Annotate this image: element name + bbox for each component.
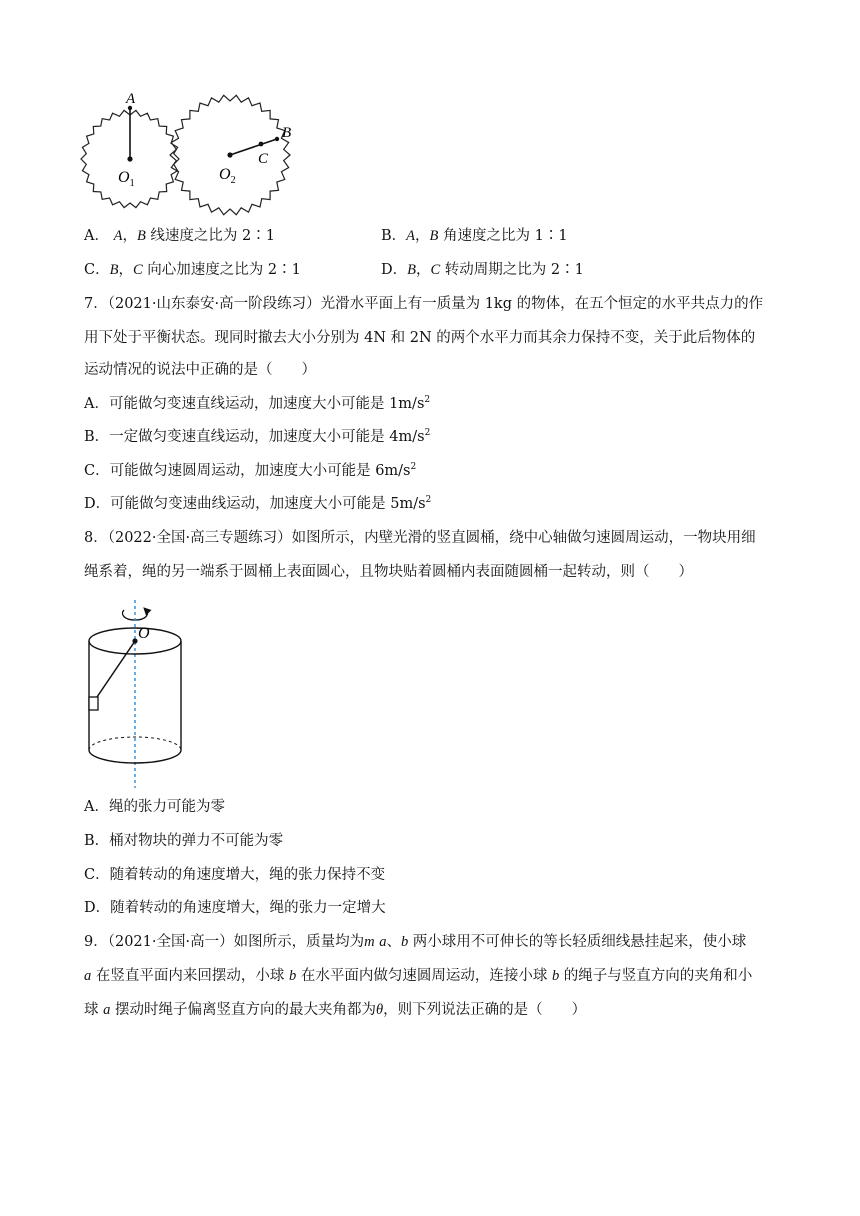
q6-option-b: B．A，B 角速度之比为 1∶1 [381,228,568,244]
rope [97,641,135,697]
point-o1 [127,156,132,161]
point-o2 [227,152,232,157]
label-o1: $O_1$ [118,169,135,189]
cylinder-figure [80,600,190,790]
q7-stem-line1: 7．（2021·山东泰安·高一阶段练习）光滑水平面上有一质量为 1kg 的物体，在五个恒定的水平共点力的作 [84,296,764,312]
point-o [132,638,137,643]
block [89,697,98,710]
q8-option-c: C．随着转动的角速度增大，绳的张力保持不变 [84,867,386,883]
point-c [259,142,264,147]
label-c: C [258,151,269,167]
label-a: A [126,91,136,107]
q8-stem-line2: 绳系着，绳的另一端系于圆桶上表面圆心，且物块贴着圆桶内表面随圆桶一起转动，则（ ） [84,564,693,580]
q6-option-d: D．B，C 转动周期之比为 2∶1 [381,262,584,278]
q6-option-a: A． A，B 线速度之比为 2∶1 [84,228,275,244]
q9-stem-line1: 9．（2021·全国·高一）如图所示，质量均为m a、b 两小球用不可伸长的等长轻质细线悬挂起来，使小球 [84,934,747,950]
q8-stem-line1: 8．（2022·全国·高三专题练习）如图所示，内壁光滑的竖直圆桶，绕中心轴做匀速圆周运动，一物块用细 [84,530,756,546]
gears-figure [78,86,308,216]
q7-option-d: D．可能做匀变速曲线运动，加速度大小可能是 $5m/s^2$ [84,495,432,512]
label-o: O [138,625,150,642]
q7-stem-line2: 用下处于平衡状态。现同时撤去大小分别为 4N 和 2N 的两个水平力而其余力保持不变，关于此后物体的 [84,330,756,346]
q6-option-c: C．B，C 向心加速度之比为 2∶1 [84,262,301,278]
q7-option-b: B．一定做匀变速直线运动，加速度大小可能是 $4m/s^2$ [84,428,431,445]
radius-o2-b [230,139,277,155]
q7-option-c: C．可能做匀速圆周运动，加速度大小可能是 $6m/s^2$ [84,462,417,479]
q7-stem-line3: 运动情况的说法中正确的是（ ） [84,362,316,378]
q8-option-b: B．桶对物块的弹力不可能为零 [84,833,284,849]
label-o2: $O_2$ [219,166,236,186]
label-b: B [282,125,292,141]
q8-option-d: D．随着转动的角速度增大，绳的张力一定增大 [84,900,386,916]
q9-stem-line2: a 在竖直平面内来回摆动，小球 b 在水平面内做匀速圆周运动，连接小球 b 的绳子与竖直方向的夹角和小 [84,968,753,984]
q7-option-a: A．可能做匀变速直线运动，加速度大小可能是 $1m/s^2$ [84,395,431,412]
q8-option-a: A．绳的张力可能为零 [84,799,225,815]
q9-stem-line3: 球 a 摆动时绳子偏离竖直方向的最大夹角都为θ，则下列说法正确的是（ ） [84,1002,587,1018]
point-b [275,137,279,141]
